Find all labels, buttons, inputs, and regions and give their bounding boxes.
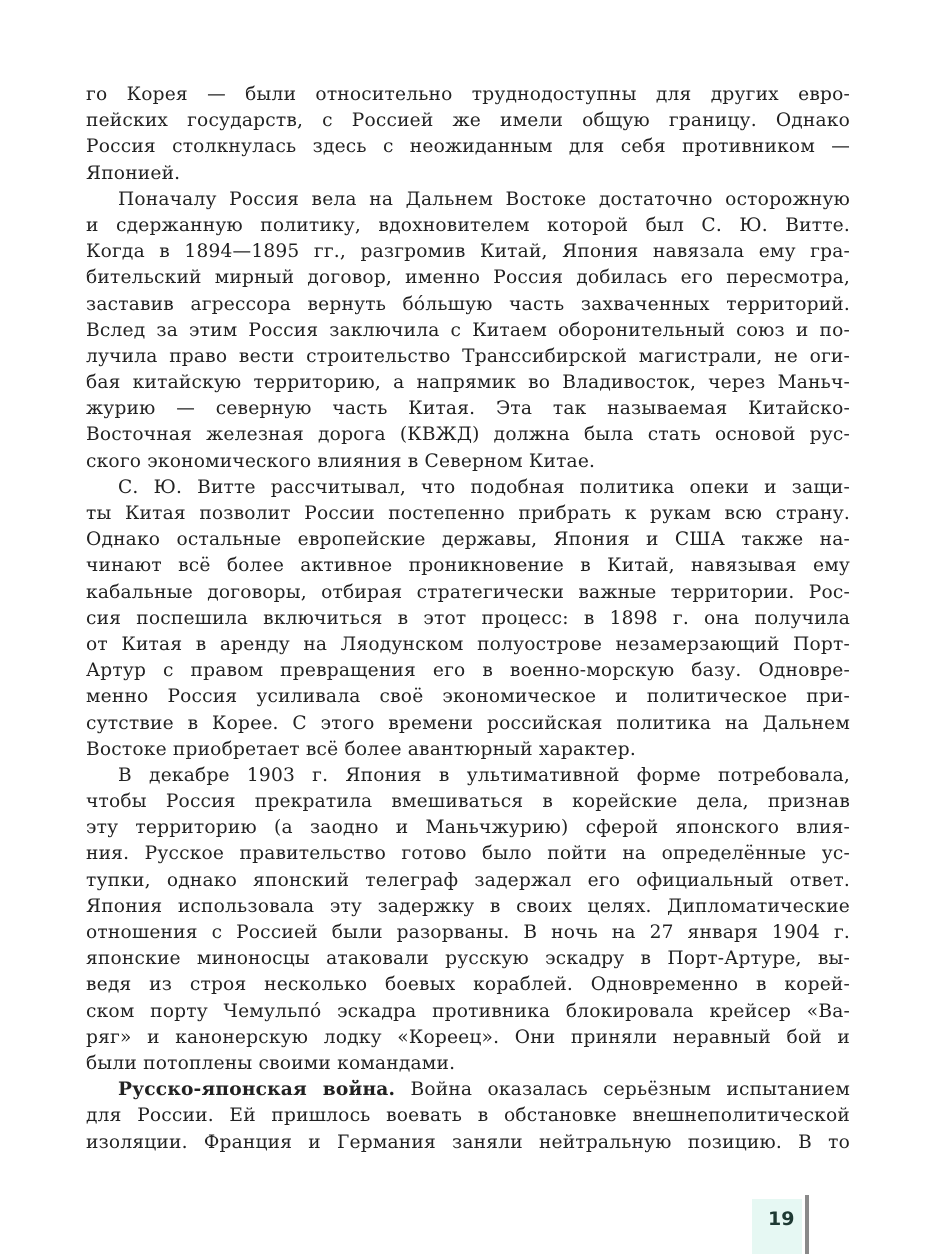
text-line: ском порту Чемульпо́ эскадра противника блокировала крейсер «Ва- — [86, 1000, 850, 1022]
text-line: ского экономического влияния в Северном Китае. — [86, 450, 596, 472]
text-line: сутствие в Корее. С этого времени российская политика на Дальнем — [86, 712, 850, 734]
text-line: тупки, однако японский телеграф задержал его официальный ответ. — [86, 869, 850, 891]
text-line: ряг» и канонерскую лодку «Кореец». Они приняли неравный бой и — [86, 1026, 850, 1048]
text-line: для России. Ей пришлось воевать в обстановке внешнеполитической — [86, 1105, 850, 1127]
paragraph — [86, 763, 850, 1077]
text-line: и сдержанную политику, вдохновителем которой был С. Ю. Витте. — [86, 214, 850, 236]
paragraph — [86, 1077, 850, 1156]
paragraph — [86, 82, 850, 187]
text-line: ты Китая позволит России постепенно прибрать к рукам всю страну. — [86, 503, 850, 524]
margin-rule — [805, 1195, 809, 1254]
text-line: отношения с Россией были разорваны. В ночь на 27 января 1904 г. — [86, 922, 850, 943]
text-line: пейских государств, с Россией же имели общую границу. Однако — [86, 110, 850, 132]
text-line: Востоке приобретает всё более авантюрный характер. — [86, 738, 636, 760]
text-line: ведя из строя несколько боевых кораблей. Одновременно в корей- — [86, 974, 850, 996]
text-line — [86, 1077, 850, 1103]
text-line: японские миноносцы атаковали русскую эскадру в Порт-Артуре, вы- — [86, 948, 850, 970]
line-text: Война оказалась серьёзным испытанием — [395, 1079, 850, 1101]
text-line: Япония использовала эту задержку в своих целях. Дипломатические — [86, 895, 850, 917]
text-line: лучила право вести строительство Транссибирской магистрали, не оги- — [86, 345, 850, 367]
text-line: были потоплены своими командами. — [86, 1052, 456, 1074]
text-line: В декабре 1903 г. Япония в ультимативной форме потребовала, — [118, 764, 850, 786]
text-line: бительский мирный договор, именно Россия добилась его пересмотра, — [86, 267, 850, 289]
text-line: С. Ю. Витте рассчитывал, что подобная политика опеки и защи- — [118, 476, 850, 498]
body-text — [86, 82, 850, 1156]
text-line: Артур с правом превращения его в военно-морскую базу. Одновре- — [86, 660, 850, 682]
text-line: Японией. — [86, 162, 181, 184]
page-number: 19 — [768, 1208, 795, 1230]
text-line: кабальные договоры, отбирая стратегически важные территории. Рос- — [86, 581, 850, 603]
text-line: менно Россия усиливала своё экономическое и политическое при- — [86, 686, 850, 708]
text-line: чтобы Россия прекратила вмешиваться в корейские дела, признав — [86, 791, 850, 813]
text-line: Вслед за этим Россия заключила с Китаем оборонительный союз и по- — [86, 319, 850, 341]
section-heading: Русско-японская война. — [118, 1079, 396, 1101]
text-line: от Китая в аренду на Ляодунском полуострове незамерзающий Порт- — [86, 633, 850, 655]
text-line: эту территорию (а заодно и Маньчжурию) сферой японского влия- — [86, 817, 850, 839]
text-line: го Корея — были относительно труднодоступны для других евро- — [86, 84, 850, 105]
text-line: Поначалу Россия вела на Дальнем Востоке достаточно осторожную — [118, 188, 850, 210]
text-line: Когда в 1894—1895 гг., разгромив Китай, Япония навязала ему гра- — [86, 241, 850, 263]
paragraph — [86, 475, 850, 763]
text-line: журию — северную часть Китая. Эта так называемая Китайско- — [86, 398, 850, 420]
text-line: ния. Русское правительство готово было пойти на определённые ус- — [86, 843, 850, 865]
text-line: Россия столкнулась здесь с неожиданным для себя противником — — [86, 136, 850, 158]
text-line: чинают всё более активное проникновение в Китай, навязывая ему — [86, 555, 850, 577]
paragraph — [86, 187, 850, 475]
text-line: изоляции. Франция и Германия заняли нейтральную позицию. В то — [86, 1131, 850, 1153]
text-line: Восточная железная дорога (КВЖД) должна была стать основой рус- — [86, 424, 850, 446]
text-line: заставив агрессора вернуть бóльшую часть захваченных территорий. — [86, 293, 850, 315]
text-line: бая китайскую территорию, а напрямик во Владивосток, через Маньч- — [86, 372, 850, 394]
text-line: сия поспешила включиться в этот процесс: в 1898 г. она получила — [86, 607, 850, 629]
text-line: Однако остальные европейские державы, Япония и США также на- — [86, 529, 850, 551]
